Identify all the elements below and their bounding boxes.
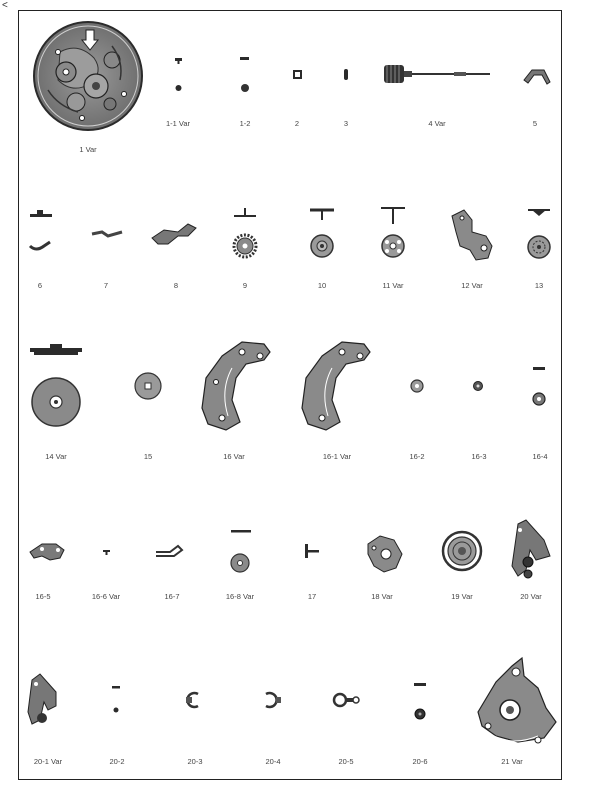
part-20-balance-cock — [512, 520, 550, 578]
part-8-setting-lever — [152, 224, 196, 244]
part-9-wheel — [234, 208, 256, 257]
label-20-5: 20-5 — [338, 757, 354, 766]
label-16-1: 16-1 Var — [322, 452, 352, 461]
label-7: 7 — [103, 281, 109, 290]
label-5: 5 — [532, 119, 538, 128]
label-16-2: 16-2 — [409, 452, 425, 461]
label-1-2: 1-2 — [239, 119, 251, 128]
part-16-8-wheel — [231, 530, 251, 572]
part-7-spring — [92, 232, 122, 236]
label-9: 9 — [242, 281, 248, 290]
label-16: 16 Var — [223, 452, 245, 461]
label-10: 10 — [317, 281, 327, 290]
label-20-1: 20-1 Var — [33, 757, 63, 766]
corner-mark: < — [2, 0, 8, 11]
label-20-2: 20-2 — [109, 757, 125, 766]
part-21-main-bridge — [478, 658, 556, 743]
label-19: 19 Var — [451, 592, 473, 601]
label-16-7: 16-7 — [164, 592, 180, 601]
label-15: 15 — [143, 452, 153, 461]
label-16-8: 16-8 Var — [225, 592, 255, 601]
part-10-wheel — [310, 210, 334, 257]
label-20: 20 Var — [520, 592, 542, 601]
part-20-5-stud — [334, 694, 359, 706]
label-2: 2 — [294, 119, 300, 128]
part-2-block — [294, 71, 301, 78]
part-3-pin — [344, 69, 348, 80]
label-16-4: 16-4 — [532, 452, 548, 461]
part-16-3-jewel — [474, 382, 483, 391]
part-16-rotor-bridge — [202, 342, 270, 430]
label-14: 14 Var — [45, 452, 67, 461]
part-16-5-bridge — [30, 544, 64, 560]
part-16-2-jewel — [411, 380, 423, 392]
part-6-lever-screw — [30, 210, 52, 249]
part-16-7-spring — [156, 546, 182, 556]
part-11-wheel — [381, 208, 405, 257]
label-1: 1 Var — [79, 145, 97, 154]
part-20-3-stud — [186, 693, 198, 707]
label-1-1: 1-1 Var — [165, 119, 191, 128]
label-13: 13 — [534, 281, 544, 290]
part-20-1-balance-cock — [28, 674, 56, 724]
part-4-crown-stem — [384, 65, 490, 83]
part-16-1-rotor-bridge — [302, 342, 370, 430]
part-16-6-screw — [103, 550, 110, 555]
label-16-6: 16-6 Var — [91, 592, 121, 601]
label-8: 8 — [173, 281, 179, 290]
part-13-wheel — [528, 210, 550, 258]
part-15-wheel — [135, 373, 161, 399]
label-3: 3 — [343, 119, 349, 128]
part-18-bridge — [368, 536, 402, 572]
label-4: 4 Var — [428, 119, 446, 128]
label-20-6: 20-6 — [412, 757, 428, 766]
label-16-5: 16-5 — [35, 592, 51, 601]
label-18: 18 Var — [371, 592, 393, 601]
part-5-lever — [524, 70, 550, 84]
label-20-3: 20-3 — [187, 757, 203, 766]
part-19-balance — [443, 532, 481, 570]
label-11: 11 Var — [382, 281, 404, 290]
part-17-pin — [305, 544, 319, 558]
part-1-1-screw — [175, 58, 182, 91]
part-12-bridge — [452, 210, 492, 260]
part-20-6-jewel — [414, 683, 426, 719]
label-6: 6 — [37, 281, 43, 290]
part-20-2-screw — [112, 686, 120, 713]
part-1-2-screw — [240, 57, 249, 92]
label-12: 12 Var — [461, 281, 483, 290]
label-20-4: 20-4 — [265, 757, 281, 766]
part-16-4-jewel — [533, 367, 545, 405]
part-20-4-stud — [266, 693, 281, 707]
label-17: 17 — [307, 592, 317, 601]
label-16-3: 16-3 — [471, 452, 487, 461]
part-14-barrel — [30, 344, 82, 426]
label-21: 21 Var — [501, 757, 523, 766]
part-1-movement — [34, 22, 142, 130]
